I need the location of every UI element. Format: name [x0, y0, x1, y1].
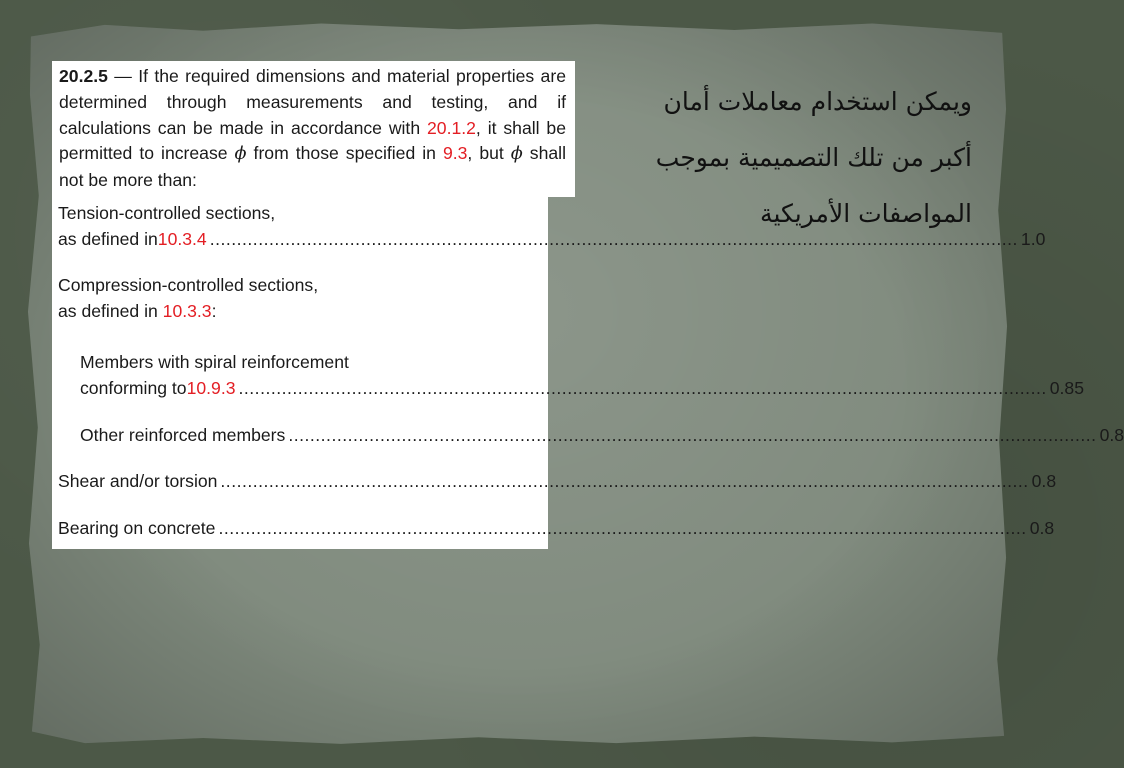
leader-dots: ...................................................................................................................................................... [218, 518, 1027, 538]
clause-reference-2: 9.3 [442, 143, 468, 164]
tension-value: 1.0 [1020, 229, 1046, 249]
tension-prefix: as defined in [58, 229, 158, 249]
bearing-label: Bearing on concrete [58, 518, 216, 538]
spiral-value: 0.85 [1049, 378, 1084, 398]
compression-reference: 10.3.3 [162, 301, 212, 321]
arabic-text-block [632, 74, 972, 242]
clause-reference-1: 20.1.2 [427, 117, 476, 138]
clause-text-1: — If the required dimensions and material properties are determined through measurements and testing, and if calculations can be made in accordance with [59, 66, 566, 138]
bearing-value: 0.8 [1029, 518, 1055, 538]
phi-symbol: ϕ [234, 144, 247, 165]
arabic-line-3: المواصفات الأمريكية [760, 199, 972, 228]
spiral-prefix: conforming to [80, 378, 187, 398]
clause-number: 20.2.5 [59, 66, 108, 86]
shear-torsion-row [58, 469, 1057, 495]
arabic-line-1: ويمكن استخدام معاملات أمان [663, 87, 972, 116]
clause-text-2: , it shall be permitted to increase [59, 117, 567, 164]
spiral-row [80, 376, 1084, 402]
shear-torsion-label: Shear and/or torsion [58, 471, 218, 491]
tension-label: Tension-controlled sections, [58, 203, 276, 223]
bearing-row [58, 516, 1055, 542]
other-members-row [80, 423, 1124, 449]
clause-text-4: , but [467, 143, 511, 164]
shear-torsion-value: 0.8 [1031, 471, 1057, 491]
clause-text-3: from those specified in [246, 143, 443, 164]
compression-suffix: : [211, 301, 217, 321]
spiral-reference: 10.9.3 [186, 378, 236, 398]
leader-dots: ...................................................................................................................................................... [209, 229, 1018, 249]
leader-dots: ...................................................................................................................................................... [238, 378, 1047, 398]
other-members-value: 0.8 [1099, 425, 1124, 445]
compression-row [58, 299, 216, 325]
tension-reference: 10.3.4 [157, 229, 207, 249]
compression-label: Compression-controlled sections, [58, 275, 319, 295]
phi-symbol: ϕ [510, 144, 523, 165]
tension-row [58, 227, 1046, 253]
compression-prefix: as defined in [58, 301, 163, 321]
spiral-label: Members with spiral reinforcement [80, 352, 349, 372]
leader-dots: ...................................................................................................................................................... [288, 425, 1097, 445]
other-members-label: Other reinforced members [80, 425, 286, 445]
leader-dots: ...................................................................................................................................................... [220, 471, 1029, 491]
clause-paragraph [59, 64, 566, 194]
clause-text-5: shall not be more than: [59, 143, 566, 191]
arabic-line-2: أكبر من تلك التصميمية بموجب [655, 143, 972, 172]
